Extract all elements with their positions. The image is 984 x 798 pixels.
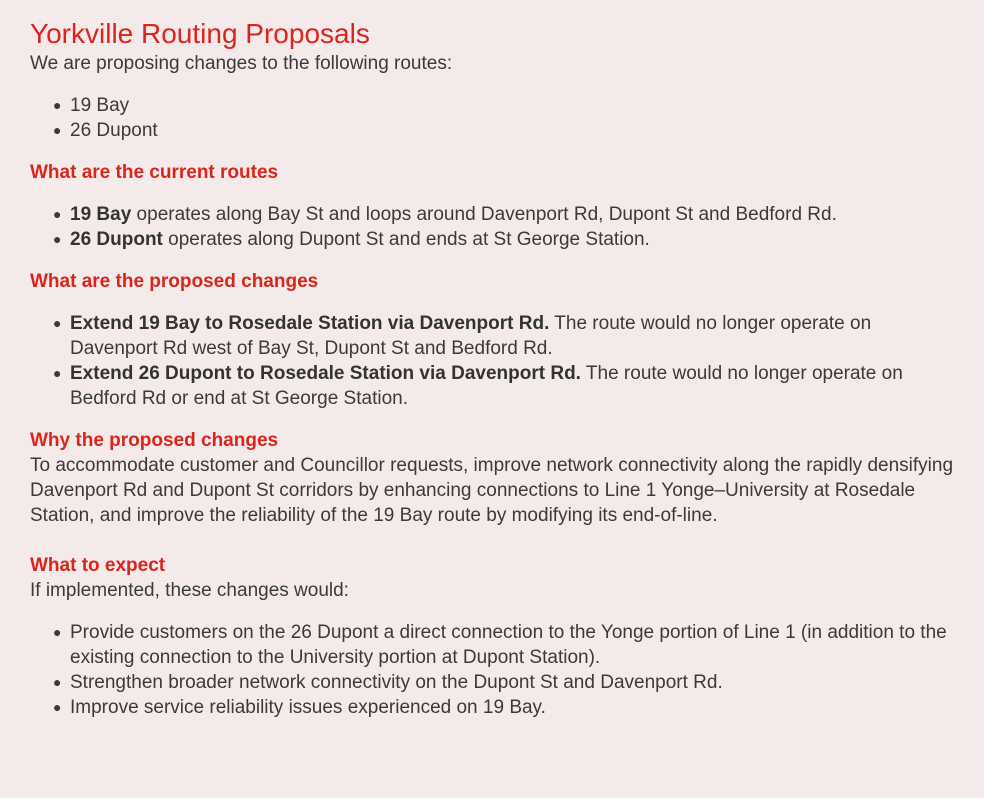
list-item [53, 311, 954, 361]
current-routes-list [30, 202, 954, 252]
route-name: 26 Dupont [70, 120, 158, 141]
expect-item: Provide customers on the 26 Dupont a direct connection to the Yonge portion of Line 1 (in addition to the existing connection to the University portion at Dupont Station). [70, 622, 947, 668]
bullet-icon: ● [53, 624, 62, 640]
list-item [53, 93, 954, 118]
route-label: 19 Bay [70, 204, 132, 225]
bullet-icon: ● [53, 315, 62, 331]
list-item [53, 361, 954, 411]
route-description: operates along Bay St and loops around Davenport Rd, Dupont St and Bedford Rd. [131, 204, 837, 225]
expect-list [30, 620, 954, 720]
route-label: 26 Dupont [70, 229, 163, 250]
list-item [53, 670, 954, 695]
list-item [53, 202, 954, 227]
section-heading-expect: What to expect [30, 555, 166, 576]
expect-text: If implemented, these changes would: [30, 580, 349, 601]
page-title: Yorkville Routing Proposals [30, 18, 370, 49]
bullet-icon: ● [53, 674, 62, 690]
list-item [53, 620, 954, 670]
list-item [53, 227, 954, 252]
change-label: Extend 26 Dupont to Rosedale Station via Davenport Rd. [70, 363, 581, 384]
bullet-icon: ● [53, 206, 62, 222]
change-label: Extend 19 Bay to Rosedale Station via Davenport Rd. [70, 313, 550, 334]
section-heading-why: Why the proposed changes [30, 430, 279, 451]
bullet-icon: ● [53, 97, 62, 113]
list-item [53, 118, 954, 143]
route-name: 19 Bay [70, 95, 130, 116]
bullet-icon: ● [53, 699, 62, 715]
section-heading-proposed: What are the proposed changes [30, 271, 319, 292]
intro-text: We are proposing changes to the following routes: [30, 53, 453, 74]
expect-item: Strengthen broader network connectivity on the Dupont St and Davenport Rd. [70, 672, 723, 693]
expect-item: Improve service reliability issues experienced on 19 Bay. [70, 697, 546, 718]
section-heading-current: What are the current routes [30, 162, 279, 183]
bullet-icon: ● [53, 122, 62, 138]
proposed-changes-list [30, 311, 954, 411]
routes-list [30, 93, 954, 143]
list-item [53, 695, 954, 720]
change-description: The route would no longer operate on Bedford Rd or end at St George Station. [70, 363, 903, 409]
bullet-icon: ● [53, 231, 62, 247]
route-description: operates along Dupont St and ends at St George Station. [162, 229, 650, 250]
bullet-icon: ● [53, 365, 62, 381]
why-text: To accommodate customer and Councillor requests, improve network connectivity along the rapidly densifying Davenport Rd and Dupont St corridors by enhancing connections to Line 1 Yonge–University at Rosedale Station, and improve the reliability of the 19 Bay route by modifying its end-of-line. [30, 455, 954, 526]
change-description: The route would no longer operate on Davenport Rd west of Bay St, Dupont St and Bedford Rd. [70, 313, 872, 359]
